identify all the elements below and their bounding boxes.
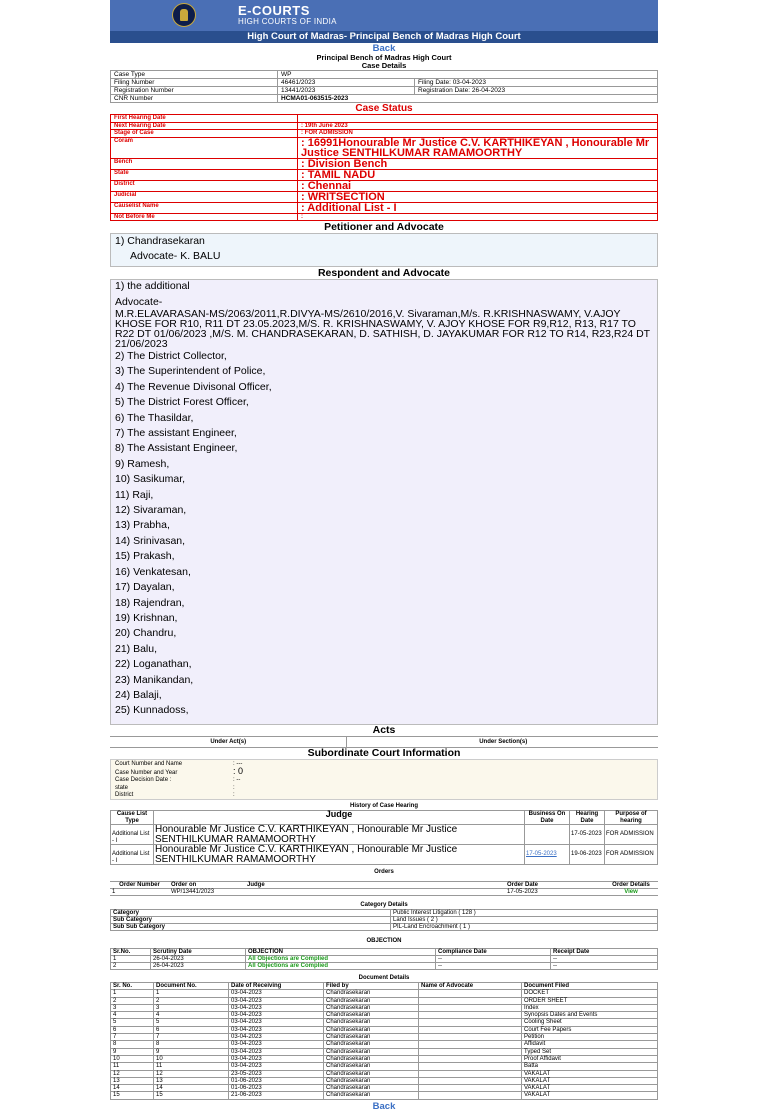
site-header bbox=[110, 0, 658, 31]
subordinate-label: District bbox=[115, 791, 134, 798]
respondent-item: 23) Manikandan, bbox=[115, 673, 194, 686]
history-judge: Honourable Mr Justice C.V. KARTHIKEYAN , Honourable Mr Justice SENTHILKUMAR RAMAMOORTHY bbox=[154, 825, 525, 845]
document-row bbox=[111, 1019, 658, 1026]
history-business-header: Business On Date bbox=[525, 811, 570, 825]
document-doc: DOCKET bbox=[522, 990, 658, 997]
document-advocate bbox=[419, 1019, 522, 1026]
document-no: 7 bbox=[154, 1034, 229, 1041]
cnr-row bbox=[111, 95, 658, 103]
orders-header-row bbox=[110, 882, 658, 889]
status-row bbox=[111, 115, 658, 123]
objection-compliance: -- bbox=[436, 956, 551, 963]
registration-number-label: Registration Number bbox=[111, 87, 278, 95]
order-view-link[interactable]: View bbox=[604, 889, 658, 896]
orders-row bbox=[110, 889, 658, 896]
document-filed-by: Chandrasekaran bbox=[324, 1070, 419, 1077]
document-no: 6 bbox=[154, 1026, 229, 1033]
document-sr: 9 bbox=[111, 1048, 154, 1055]
bench-title: Principal Bench of Madras High Court bbox=[316, 53, 452, 62]
objection-text: All Objections are Complied bbox=[246, 963, 436, 970]
document-sr: 8 bbox=[111, 1041, 154, 1048]
respondent-advocate-text: M.R.ELAVARASAN-MS/2063/2011,R.DIVYA-MS/2610/2016,V. Sivaraman,M/s. R.KRISHNASWAMY, V.AJOY KHOSE FOR R10, R11 DT 23.05.2023,M/S. R. KRISHNASWAMY, V. AJOY KHOSE FOR R9,R12, R13, R17 TO R22 DT 01/06/2023 ,M/S. M. CHANDRASEKARAN, D. SATHISH, D. JAYAKUMAR FOR R12 TO R14, R23,R24 DT 21/06/2023 bbox=[115, 308, 650, 350]
respondent-item: 10) Sasikumar, bbox=[115, 473, 186, 486]
document-advocate bbox=[419, 1026, 522, 1033]
category-title: Category Details bbox=[360, 902, 408, 908]
status-row bbox=[111, 137, 658, 158]
site-title: E-COURTS bbox=[238, 3, 310, 18]
objection-row bbox=[111, 956, 658, 963]
status-value: : WRITSECTION bbox=[298, 191, 658, 202]
order-number-header: Order Number bbox=[110, 882, 169, 889]
order-judge bbox=[245, 889, 505, 896]
documents-table bbox=[110, 982, 658, 1100]
document-no: 10 bbox=[154, 1055, 229, 1062]
document-row bbox=[111, 1034, 658, 1041]
status-label: State bbox=[111, 169, 298, 180]
respondent-item: 24) Balaji, bbox=[115, 688, 162, 701]
objection-row bbox=[111, 963, 658, 970]
subordinate-value: : 0 bbox=[233, 766, 244, 777]
respondent-item: 17) Dayalan, bbox=[115, 581, 175, 594]
document-doc: Index bbox=[522, 1004, 658, 1011]
status-label: Next Hearing Date bbox=[111, 122, 298, 130]
document-advocate bbox=[419, 1034, 522, 1041]
registration-number-value: 13441/2023 bbox=[278, 87, 415, 95]
objection-compliance: -- bbox=[436, 963, 551, 970]
document-doc: Cooling Sheet bbox=[522, 1019, 658, 1026]
document-advocate bbox=[419, 1070, 522, 1077]
petitioner-box bbox=[110, 233, 658, 267]
document-row bbox=[111, 1070, 658, 1077]
subordinate-value: : -- bbox=[233, 777, 241, 784]
objection-header-row bbox=[111, 949, 658, 956]
document-filed-by: Chandrasekaran bbox=[324, 1092, 419, 1099]
document-date: 21-06-2023 bbox=[229, 1092, 324, 1099]
document-doc: Petition bbox=[522, 1034, 658, 1041]
status-label: Stage of Case bbox=[111, 130, 298, 138]
document-doc: Court Fee Papers bbox=[522, 1026, 658, 1033]
orders-table bbox=[110, 881, 658, 896]
category-label: Category bbox=[111, 910, 391, 917]
registration-date-cell bbox=[415, 87, 658, 95]
case-type-value: WP bbox=[278, 71, 658, 79]
under-sections-header: Under Section(s) bbox=[348, 737, 658, 748]
status-value: : Additional List - I bbox=[298, 202, 658, 213]
objection-sr: 2 bbox=[111, 963, 151, 970]
objection-receipt: -- bbox=[551, 963, 658, 970]
document-filed-by: Chandrasekaran bbox=[324, 1019, 419, 1026]
respondent-item: 22) Loganathan, bbox=[115, 658, 192, 671]
respondent-first: 1) the additional bbox=[115, 280, 190, 292]
document-filed-by: Chandrasekaran bbox=[324, 1085, 419, 1092]
case-status-title: Case Status bbox=[355, 103, 413, 114]
status-value bbox=[298, 115, 658, 123]
objection-table bbox=[110, 948, 658, 970]
document-row bbox=[111, 997, 658, 1004]
respondent-box bbox=[110, 279, 658, 725]
document-date: 23-05-2023 bbox=[229, 1070, 324, 1077]
subordinate-label: Case Decision Date : bbox=[115, 777, 172, 784]
document-advocate bbox=[419, 1048, 522, 1055]
document-row bbox=[111, 990, 658, 997]
document-advocate bbox=[419, 990, 522, 997]
document-advocate bbox=[419, 1055, 522, 1062]
status-label: Not Before Me bbox=[111, 213, 298, 221]
category-label: Sub Sub Category bbox=[111, 924, 391, 931]
registration-date-value: 26-04-2023 bbox=[471, 87, 506, 94]
objection-receipt-header: Receipt Date bbox=[551, 949, 658, 956]
back-link-bottom[interactable]: Back bbox=[372, 1100, 396, 1112]
document-sr: 3 bbox=[111, 1004, 154, 1011]
emblem-logo-icon bbox=[172, 3, 196, 27]
cnr-value: HCMA01-063515-2023 bbox=[278, 95, 658, 103]
category-row bbox=[111, 917, 658, 924]
document-filed-by: Chandrasekaran bbox=[324, 1048, 419, 1055]
respondent-item: 7) The assistant Engineer, bbox=[115, 427, 237, 440]
document-advocate bbox=[419, 1063, 522, 1070]
subordinate-row bbox=[115, 761, 653, 768]
document-sr: 14 bbox=[111, 1085, 154, 1092]
order-on: WP/13441/2023 bbox=[169, 889, 245, 896]
history-cause: Additional List - I bbox=[111, 845, 154, 865]
acts-header-row bbox=[110, 737, 658, 748]
objection-date-header: Scrutiny Date bbox=[151, 949, 246, 956]
document-row bbox=[111, 1055, 658, 1062]
document-advocate bbox=[419, 997, 522, 1004]
status-label: Judicial bbox=[111, 191, 298, 202]
subordinate-box bbox=[110, 759, 658, 800]
category-value: Land Issues ( 2 ) bbox=[391, 917, 658, 924]
document-date: 03-04-2023 bbox=[229, 990, 324, 997]
document-no: 9 bbox=[154, 1048, 229, 1055]
objection-sr: 1 bbox=[111, 956, 151, 963]
document-sr: 1 bbox=[111, 990, 154, 997]
respondent-item: 11) Raji, bbox=[115, 488, 154, 501]
document-filed-by: Chandrasekaran bbox=[324, 1034, 419, 1041]
document-date: 03-04-2023 bbox=[229, 1019, 324, 1026]
subordinate-row bbox=[115, 768, 653, 777]
order-date-header: Order Date bbox=[505, 882, 604, 889]
document-date: 03-04-2023 bbox=[229, 1026, 324, 1033]
status-label: Bench bbox=[111, 158, 298, 169]
respondent-item: 15) Prakash, bbox=[115, 550, 175, 563]
document-row bbox=[111, 1077, 658, 1084]
category-row bbox=[111, 910, 658, 917]
subordinate-value: : bbox=[233, 784, 235, 791]
document-date: 03-04-2023 bbox=[229, 1055, 324, 1062]
case-type-row bbox=[111, 71, 658, 79]
document-no: 13 bbox=[154, 1077, 229, 1084]
subordinate-value: : bbox=[233, 791, 235, 798]
category-row bbox=[111, 924, 658, 931]
cnr-label: CNR Number bbox=[111, 95, 278, 103]
document-row bbox=[111, 1041, 658, 1048]
order-on-header: Order on bbox=[169, 882, 245, 889]
history-title: History of Case Hearing bbox=[349, 803, 419, 809]
order-judge-header: Judge bbox=[245, 882, 505, 889]
status-row bbox=[111, 158, 658, 169]
document-filed-by: Chandrasekaran bbox=[324, 997, 419, 1004]
respondent-item: 21) Balu, bbox=[115, 642, 158, 655]
status-value: : 19th June 2023 bbox=[298, 122, 658, 130]
case-status-table bbox=[110, 114, 658, 221]
documents-title: Document Details bbox=[358, 975, 410, 981]
acts-title: Acts bbox=[372, 724, 396, 736]
subordinate-row bbox=[115, 785, 653, 792]
objection-text: All Objections are Complied bbox=[246, 956, 436, 963]
document-doc: Batta bbox=[522, 1063, 658, 1070]
history-row bbox=[111, 845, 658, 865]
document-date: 03-04-2023 bbox=[229, 1063, 324, 1070]
status-label: First Hearing Date bbox=[111, 115, 298, 123]
history-header-row bbox=[111, 811, 658, 825]
respondent-item: 13) Prabha, bbox=[115, 519, 170, 532]
status-label: District bbox=[111, 180, 298, 191]
history-hearing: 19-06-2023 bbox=[570, 845, 605, 865]
document-sr: 11 bbox=[111, 1063, 154, 1070]
doc-advocate-header: Name of Advocate bbox=[419, 983, 522, 990]
document-doc: ORDER SHEET bbox=[522, 997, 658, 1004]
document-date: 03-04-2023 bbox=[229, 1012, 324, 1019]
document-row bbox=[111, 1092, 658, 1099]
respondent-item: 12) Sivaraman, bbox=[115, 504, 187, 517]
site-subtitle: HIGH COURTS OF INDIA bbox=[238, 17, 337, 26]
objection-date: 26-04-2023 bbox=[151, 956, 246, 963]
category-table bbox=[110, 909, 658, 931]
orders-title: Orders bbox=[374, 869, 394, 875]
document-advocate bbox=[419, 1077, 522, 1084]
document-doc: VAKALAT bbox=[522, 1092, 658, 1099]
history-purpose: FOR ADMISSION bbox=[605, 825, 658, 845]
respondent-item: 20) Chandru, bbox=[115, 627, 177, 640]
document-no: 12 bbox=[154, 1070, 229, 1077]
respondent-item: 16) Venkatesan, bbox=[115, 565, 191, 578]
back-link-top[interactable]: Back bbox=[372, 43, 396, 54]
history-table bbox=[110, 810, 658, 865]
filing-date-value: 03-04-2023 bbox=[452, 79, 486, 86]
document-doc: Proof Affidavit bbox=[522, 1055, 658, 1062]
filing-date-label: Filing Date: bbox=[418, 79, 451, 86]
category-value: Public Interest Litigation ( 128 ) bbox=[391, 910, 658, 917]
document-filed-by: Chandrasekaran bbox=[324, 1055, 419, 1062]
document-advocate bbox=[419, 1041, 522, 1048]
history-cause-header: Cause List Type bbox=[111, 811, 154, 825]
respondent-item: 4) The Revenue Divisonal Officer, bbox=[115, 380, 272, 393]
registration-row bbox=[111, 87, 658, 95]
document-advocate bbox=[419, 1012, 522, 1019]
under-acts-header: Under Act(s) bbox=[110, 737, 347, 748]
objection-header: OBJECTION bbox=[246, 949, 436, 956]
category-label: Sub Category bbox=[111, 917, 391, 924]
document-row bbox=[111, 1004, 658, 1011]
status-value: : TAMIL NADU bbox=[298, 169, 658, 180]
document-date: 03-04-2023 bbox=[229, 1034, 324, 1041]
order-number: 1 bbox=[110, 889, 169, 896]
document-no: 4 bbox=[154, 1012, 229, 1019]
document-date: 03-04-2023 bbox=[229, 1004, 324, 1011]
document-filed-by: Chandrasekaran bbox=[324, 1012, 419, 1019]
document-sr: 5 bbox=[111, 1019, 154, 1026]
document-advocate bbox=[419, 1092, 522, 1099]
order-details-header: Order Details bbox=[604, 882, 658, 889]
registration-date-label: Registration Date: bbox=[418, 87, 471, 94]
doc-sr-header: Sr. No. bbox=[111, 983, 154, 990]
document-sr: 10 bbox=[111, 1055, 154, 1062]
document-date: 01-06-2023 bbox=[229, 1085, 324, 1092]
document-doc: Typed Set bbox=[522, 1048, 658, 1055]
document-doc: VAKALAT bbox=[522, 1077, 658, 1084]
document-row bbox=[111, 1026, 658, 1033]
document-sr: 2 bbox=[111, 997, 154, 1004]
document-filed-by: Chandrasekaran bbox=[324, 1004, 419, 1011]
status-value: : bbox=[298, 213, 658, 221]
document-no: 2 bbox=[154, 997, 229, 1004]
filing-date-cell bbox=[415, 79, 658, 87]
status-value: : Division Bench bbox=[298, 158, 658, 169]
page bbox=[110, 0, 658, 1112]
respondent-title: Respondent and Advocate bbox=[317, 267, 451, 279]
history-hearing: 17-05-2023 bbox=[570, 825, 605, 845]
document-filed-by: Chandrasekaran bbox=[324, 1026, 419, 1033]
document-row bbox=[111, 1085, 658, 1092]
document-advocate bbox=[419, 1004, 522, 1011]
respondent-item: 25) Kunnadoss, bbox=[115, 704, 189, 717]
status-row bbox=[111, 202, 658, 213]
document-no: 15 bbox=[154, 1092, 229, 1099]
filing-row bbox=[111, 79, 658, 87]
subordinate-title: Subordinate Court Information bbox=[307, 747, 461, 759]
document-sr: 13 bbox=[111, 1077, 154, 1084]
document-row bbox=[111, 1063, 658, 1070]
document-row bbox=[111, 1048, 658, 1055]
document-doc: Synopsis Dates and Events bbox=[522, 1012, 658, 1019]
history-judge: Honourable Mr Justice C.V. KARTHIKEYAN , Honourable Mr Justice SENTHILKUMAR RAMAMOORTHY bbox=[154, 845, 525, 865]
status-row bbox=[111, 130, 658, 138]
status-row bbox=[111, 213, 658, 221]
petitioner-name: 1) Chandrasekaran bbox=[115, 235, 205, 247]
document-filed-by: Chandrasekaran bbox=[324, 990, 419, 997]
case-type-label: Case Type bbox=[111, 71, 278, 79]
objection-date: 26-04-2023 bbox=[151, 963, 246, 970]
document-sr: 12 bbox=[111, 1070, 154, 1077]
objection-sr-header: Sr.No. bbox=[111, 949, 151, 956]
doc-no-header: Document No. bbox=[154, 983, 229, 990]
respondent-item: 6) The Thasildar, bbox=[115, 411, 194, 424]
category-value: PIL-Land Encroachment ( 1 ) bbox=[391, 924, 658, 931]
history-purpose-header: Purpose of hearing bbox=[605, 811, 658, 825]
history-hearing-header: Hearing Date bbox=[570, 811, 605, 825]
status-value: : Chennai bbox=[298, 180, 658, 191]
document-date: 01-06-2023 bbox=[229, 1077, 324, 1084]
documents-header-row bbox=[111, 983, 658, 990]
document-no: 3 bbox=[154, 1004, 229, 1011]
status-row bbox=[111, 122, 658, 130]
case-details-table bbox=[110, 70, 658, 103]
status-value-coram: : 16991Honourable Mr Justice C.V. KARTHIKEYAN , Honourable Mr Justice SENTHILKUMAR RAMAMOORTHY bbox=[298, 137, 658, 158]
order-date: 17-05-2023 bbox=[505, 889, 604, 896]
status-row bbox=[111, 191, 658, 202]
subordinate-label: Court Number and Name bbox=[115, 761, 183, 767]
document-no: 11 bbox=[154, 1063, 229, 1070]
history-purpose: FOR ADMISSION bbox=[605, 845, 658, 865]
doc-filed-header: Document Filed bbox=[522, 983, 658, 990]
document-date: 03-04-2023 bbox=[229, 1041, 324, 1048]
status-row bbox=[111, 169, 658, 180]
document-sr: 15 bbox=[111, 1092, 154, 1099]
history-row bbox=[111, 825, 658, 845]
subordinate-value: : --- bbox=[233, 761, 243, 767]
status-row bbox=[111, 180, 658, 191]
objection-title: OBJECTION bbox=[366, 938, 402, 944]
respondent-item: 9) Ramesh, bbox=[115, 457, 170, 470]
respondent-item: 2) The District Collector, bbox=[115, 350, 227, 362]
objection-compliance-header: Compliance Date bbox=[436, 949, 551, 956]
document-no: 14 bbox=[154, 1085, 229, 1092]
subordinate-label: state bbox=[115, 784, 129, 791]
respondent-item: 8) The Assistant Engineer, bbox=[115, 442, 238, 455]
history-business-link[interactable]: 17-05-2023 bbox=[525, 845, 570, 865]
document-no: 1 bbox=[154, 990, 229, 997]
status-value: : FOR ADMISSION bbox=[298, 130, 658, 138]
petitioner-title: Petitioner and Advocate bbox=[324, 221, 444, 233]
document-sr: 6 bbox=[111, 1026, 154, 1033]
respondent-item: 18) Rajendran, bbox=[115, 596, 185, 609]
doc-date-header: Date of Receiving bbox=[229, 983, 324, 990]
document-no: 8 bbox=[154, 1041, 229, 1048]
case-details-title: Case Details bbox=[361, 61, 407, 70]
document-filed-by: Chandrasekaran bbox=[324, 1041, 419, 1048]
filing-number-value: 46461/2023 bbox=[278, 79, 415, 87]
objection-receipt: -- bbox=[551, 956, 658, 963]
document-sr: 4 bbox=[111, 1012, 154, 1019]
status-label: Causelist Name bbox=[111, 202, 298, 213]
document-doc: VAKALAT bbox=[522, 1070, 658, 1077]
respondent-list bbox=[115, 349, 653, 719]
document-doc: Affidavit bbox=[522, 1041, 658, 1048]
document-date: 03-04-2023 bbox=[229, 997, 324, 1004]
history-judge-header: Judge bbox=[154, 811, 525, 825]
doc-filed-by-header: Filed by bbox=[324, 983, 419, 990]
subordinate-label: Case Number and Year bbox=[115, 770, 178, 777]
document-date: 03-04-2023 bbox=[229, 1048, 324, 1055]
petitioner-advocate: Advocate- K. BALU bbox=[130, 250, 221, 262]
document-filed-by: Chandrasekaran bbox=[324, 1077, 419, 1084]
history-cause: Additional List - I bbox=[111, 825, 154, 845]
court-name: High Court of Madras- Principal Bench of Madras High Court bbox=[110, 31, 658, 43]
respondent-item: 5) The District Forest Officer, bbox=[115, 396, 249, 409]
document-advocate bbox=[419, 1085, 522, 1092]
document-sr: 7 bbox=[111, 1034, 154, 1041]
status-label: Coram bbox=[111, 137, 298, 158]
history-business bbox=[525, 825, 570, 845]
filing-number-label: Filing Number bbox=[111, 79, 278, 87]
subordinate-row bbox=[115, 777, 653, 784]
subordinate-row bbox=[115, 792, 653, 799]
respondent-item: 3) The Superintendent of Police, bbox=[115, 365, 266, 378]
document-filed-by: Chandrasekaran bbox=[324, 1063, 419, 1070]
documents-body bbox=[111, 990, 658, 1099]
respondent-advocate-head: Advocate- bbox=[115, 296, 163, 308]
document-doc: VAKALAT bbox=[522, 1085, 658, 1092]
document-no: 5 bbox=[154, 1019, 229, 1026]
respondent-item: 14) Srinivasan, bbox=[115, 534, 186, 547]
respondent-item: 19) Krishnan, bbox=[115, 611, 178, 624]
document-row bbox=[111, 1012, 658, 1019]
